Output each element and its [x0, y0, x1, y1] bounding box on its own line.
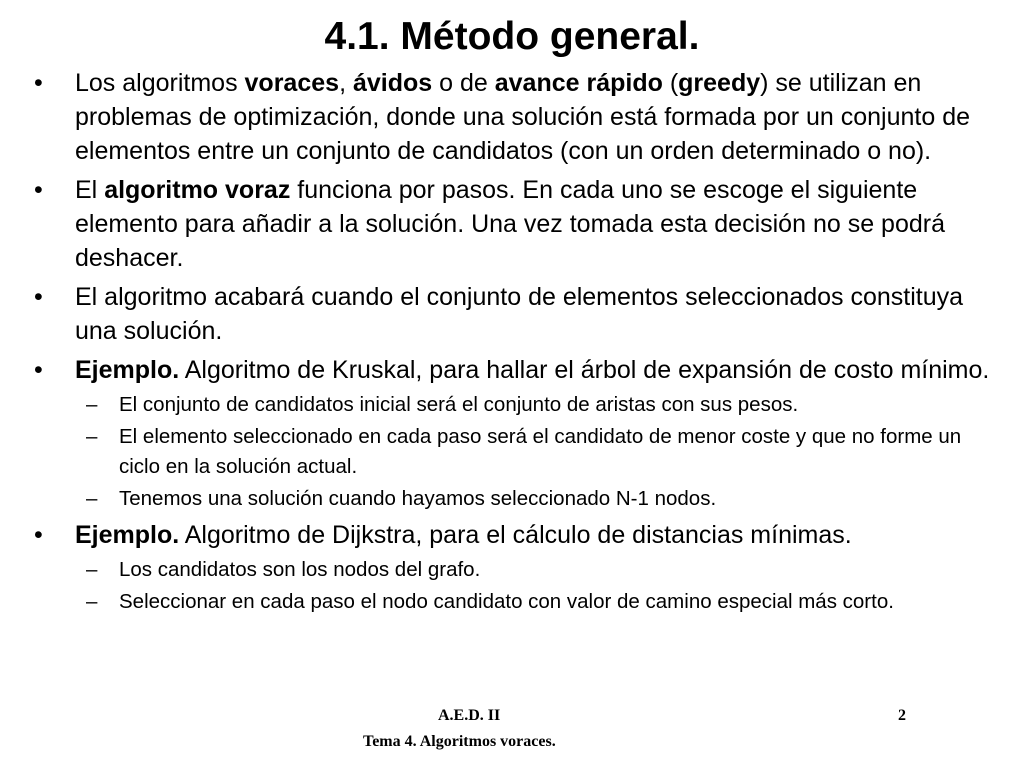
text-run: funciona por pasos. En cada uno se escoge el siguiente elemento para añadir a la solución. Una vez tomada esta decisión no se podrá deshacer.: [75, 176, 945, 272]
bold-text: voraces: [244, 69, 340, 97]
text-run: El: [75, 176, 105, 204]
text-run: Tenemos una solución cuando hayamos seleccionado N-1 nodos.: [119, 487, 717, 510]
text-run: (: [662, 69, 679, 97]
bullet-item: [30, 173, 1000, 275]
text-run: Los candidatos son los nodos del grafo.: [119, 558, 481, 581]
sub-bullet-item: [30, 587, 1000, 617]
dash-marker: –: [86, 393, 98, 416]
text-run: El algoritmo acabará cuando el conjunto de elementos seleccionados constituya una solución.: [75, 283, 964, 345]
text-run: ) se utilizan en problemas de optimización, donde una solución está formada por un conjunto de elementos entre un conjunto de candidatos (con un orden determinado o no).: [75, 69, 971, 165]
bullet-text: [75, 283, 963, 345]
bullet-text: [75, 69, 970, 165]
bold-text: avance rápido: [494, 69, 663, 97]
bullet-text: [75, 356, 989, 384]
slide-title: 4.1. Método general.: [324, 15, 700, 58]
bold-text: ávidos: [352, 69, 433, 97]
bullet-text: [119, 487, 716, 510]
dash-marker: –: [86, 425, 98, 448]
text-run: o de: [432, 69, 495, 97]
bullet-text: [119, 558, 480, 581]
bullet-marker: •: [34, 521, 43, 549]
bullet-text: [119, 425, 961, 478]
bullet-text: [75, 521, 852, 549]
footer-topic: Tema 4. Algoritmos voraces.: [363, 733, 556, 750]
sub-bullet-item: [30, 422, 1000, 482]
text-run: Algoritmo de Kruskal, para hallar el árbol de expansión de costo mínimo.: [179, 356, 990, 384]
text-run: ,: [339, 69, 353, 97]
bullet-item: [30, 353, 1000, 387]
sub-bullet-item: [30, 390, 1000, 420]
bullet-text: [119, 393, 798, 416]
page-number: 2: [898, 707, 906, 724]
bullet-item: [30, 518, 1000, 552]
text-run: Los algoritmos: [75, 69, 245, 97]
bullet-item: [30, 280, 1000, 348]
bullet-text: [119, 590, 894, 613]
text-run: Seleccionar en cada paso el nodo candidato con valor de camino especial más corto.: [119, 590, 894, 613]
bullet-item: [30, 66, 1000, 168]
sub-bullet-item: [30, 555, 1000, 585]
bullet-marker: •: [34, 356, 43, 384]
sub-bullet-item: [30, 484, 1000, 514]
dash-marker: –: [86, 590, 98, 613]
bold-text: Ejemplo.: [75, 521, 180, 549]
text-run: El elemento seleccionado en cada paso será el candidato de menor coste y que no forme un ciclo en la solución actual.: [119, 425, 962, 478]
dash-marker: –: [86, 487, 98, 510]
bullet-text: [75, 176, 945, 272]
text-run: El conjunto de candidatos inicial será el conjunto de aristas con sus pesos.: [119, 393, 799, 416]
bullet-marker: •: [34, 69, 43, 97]
bullet-marker: •: [34, 176, 43, 204]
bold-text: algoritmo voraz: [104, 176, 291, 204]
bold-text: Ejemplo.: [75, 356, 180, 384]
bold-text: greedy: [678, 69, 761, 97]
dash-marker: –: [86, 558, 98, 581]
footer-course: A.E.D. II: [438, 707, 501, 724]
bullet-marker: •: [34, 283, 43, 311]
bullet-list: [30, 66, 1000, 621]
text-run: Algoritmo de Dijkstra, para el cálculo de distancias mínimas.: [179, 521, 852, 549]
